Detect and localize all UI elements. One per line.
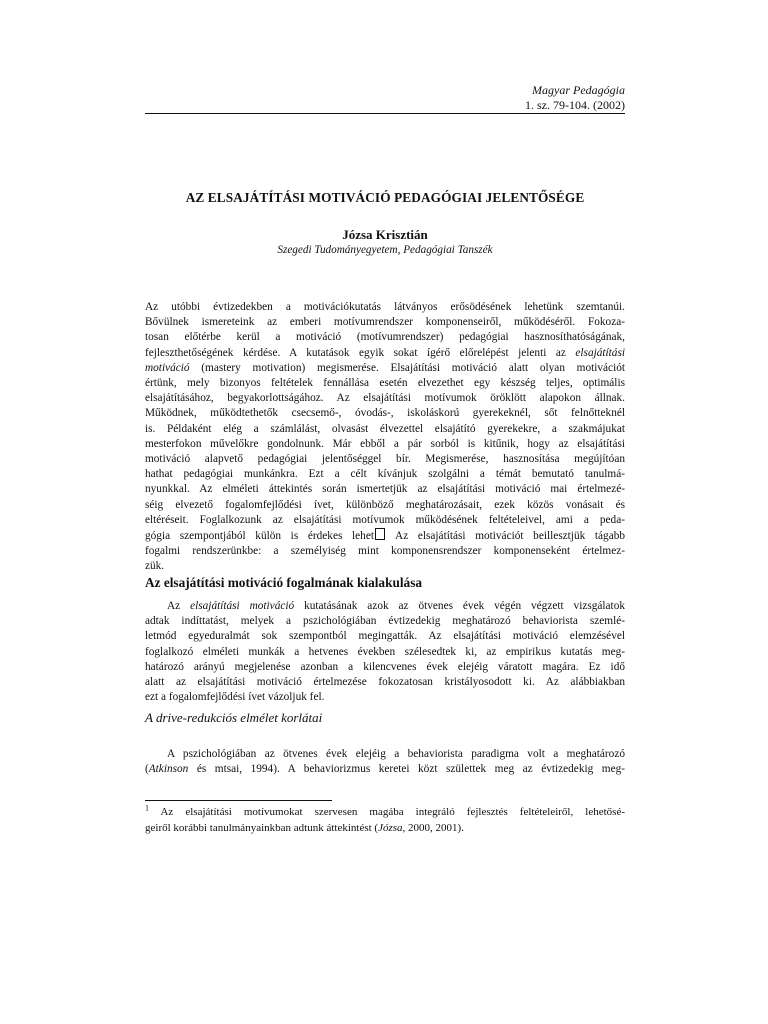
journal-issue: 1. sz. 79-104. (2002) xyxy=(525,97,625,112)
italic-citation: Józsa xyxy=(378,821,403,834)
italic-term: motiváció xyxy=(145,361,190,374)
article-title: AZ ELSAJÁTÍTÁSI MOTIVÁCIÓ PEDAGÓGIAI JELENTŐSÉGE xyxy=(185,190,585,205)
footnote-number: 1 xyxy=(145,805,149,813)
footnote-marker-box[interactable] xyxy=(375,528,385,540)
section-line: adtak indíttatást, melyek a pszichológiában évtizedekig meghatározó behaviorista szemlé- xyxy=(145,615,625,628)
subsection-heading: A drive-redukciós elmélet korlátai xyxy=(145,710,323,725)
abstract-line: séig elvezető fogalomfejlődési ívet, különböző meghatározásait, ezek közös vonásait és xyxy=(145,498,625,511)
section-line: alatt az elsajátítási motiváció értelmezése fokozatosan kristályosodott ki. Az alábbiakban xyxy=(145,676,625,689)
italic-term: elsajátítási motiváció xyxy=(190,600,295,612)
abstract-line: nyunkkal. Az elméleti áttekintés során ismertetjük az elsajátítási motiváció mai értelmezé- xyxy=(145,483,625,496)
abstract-text: gógia szempontjából külön is érdekes lehet xyxy=(145,530,374,543)
author-affiliation: Szegedi Tudományegyetem, Pedagógiai Tanszék xyxy=(277,244,493,256)
footnote-text: Az elsajátítási motívumokat szervesen magába integráló fejlesztés feltételeiről, lehetősé- xyxy=(160,806,625,818)
section-text: Az xyxy=(167,600,181,612)
section-text: kutatásának azok az ötvenes évek végén végzett vizsgálatok xyxy=(304,600,625,612)
abstract-line: elsajátításához, begyakorlottságához. Az elsajátítási motívumok öröklött alapokon állnak. xyxy=(145,392,625,405)
abstract-line xyxy=(145,361,625,376)
abstract-line: fogalmi rendszerünkbe: a személyiség mint komponensrendszer komponenseként értelmez- xyxy=(145,545,625,558)
footnote-line xyxy=(145,805,625,821)
section-line: foglalkozó elméleti munkák a hetvenes években szélesedtek ki, az empirikus kutatás meg- xyxy=(145,645,625,658)
subsection-line: A pszichológiában az ötvenes évek elejéig a behaviorista paradigma volt a meghatározó xyxy=(167,748,625,760)
subsection-text: ( xyxy=(145,763,149,776)
abstract-line xyxy=(145,346,625,361)
abstract-line: Bővülnek ismereteink az emberi motívumrendszer komponenseiről, működéséről. Fokoza- xyxy=(145,316,625,329)
abstract-line xyxy=(145,528,625,544)
abstract-line: hathat pedagógiai munkánkra. Ezt a célt kívánjuk szolgálni a témát bemutató tanulmá- xyxy=(145,468,625,481)
section-line xyxy=(145,599,625,614)
subsection-paragraph xyxy=(145,747,625,777)
abstract-text: Az elsajátítási motivációt beillesztjük tágabb xyxy=(395,530,625,543)
footnote xyxy=(145,805,625,836)
subsection-line xyxy=(145,762,625,777)
abstract-line: zük. xyxy=(145,560,165,573)
section-line: ezt a fogalomfejlődési ívet vázoljuk fel. xyxy=(145,691,325,704)
author-name: Józsa Krisztián xyxy=(342,227,428,242)
footnote-text: geiről korábbi tanulmányainkban adtunk áttekintést ( xyxy=(145,821,379,834)
abstract-paragraph xyxy=(145,300,625,575)
footnote-line xyxy=(145,821,625,837)
section-heading: Az elsajátítási motiváció fogalmának kialakulása xyxy=(145,575,423,590)
header-rule xyxy=(145,113,625,114)
abstract-line: Működnek, működtethetők csecsemő-, óvodás-, iskoláskorú gyerekeknél, sőt felnőtteknél xyxy=(145,407,625,420)
abstract-text: fejleszthetőségének kérdése. A kutatások egyik sokat ígérő előrelépést jelenti az xyxy=(145,346,566,359)
abstract-line: motiváció alapvető pedagógiai jelentőséggel bír. Megismerése, hasznosítása megújítóan xyxy=(145,453,625,466)
abstract-line: is. Példaként elég a számlálást, olvasást élvezettel elsajátító gyerekekre, a szakmájukat xyxy=(145,422,625,435)
abstract-line: tosan előtérbe kerül a motiváció (motívumrendszer) pedagógiai hasznosíthatóságának, xyxy=(145,331,625,344)
subsection-text: és mtsai, 1994). A behaviorizmus keretei közt születtek meg az évtizedekig meg- xyxy=(196,763,625,776)
section-line: letmód egyeduralmát sok szempontból megingatták. Az elsajátítási motiváció elemzésével xyxy=(145,630,625,643)
abstract-text: (mastery motivation) megismerése. Elsajátítási motiváció alatt olyan motivációt xyxy=(201,361,625,374)
footnote-text: , 2000, 2001). xyxy=(402,821,464,834)
section-paragraph xyxy=(145,599,625,705)
abstract-line: értünk, mely bizonyos feltételek fennállása esetén elvezethet egy készség teljes, optimális xyxy=(145,377,625,390)
journal-name: Magyar Pedagógia xyxy=(532,83,625,97)
italic-citation: Atkinson xyxy=(148,763,189,776)
footnote-rule xyxy=(145,800,332,801)
journal-header xyxy=(325,83,625,112)
abstract-line: eltéréseit. Foglalkozunk az elsajátítási motívumok működésének feltételeivel, ami a peda- xyxy=(145,513,625,526)
abstract-line: mesterfokon művelőkre gondolnunk. Már ebből a pár sorból is kitűnik, hogy az elsajátítási xyxy=(145,437,625,450)
italic-term: elsajátítási xyxy=(575,346,625,359)
section-line: határozó arányú megjelenése azonban a kilencvenes évek elejéig váratott magára. Ez idő xyxy=(145,660,625,673)
abstract-line: Az utóbbi évtizedekben a motivációkutatás látványos erősödésének lehetünk szemtanúi. xyxy=(145,301,625,313)
